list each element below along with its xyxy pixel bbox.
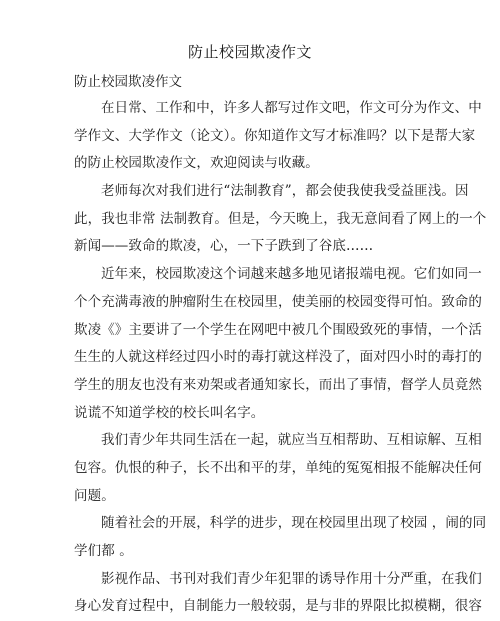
paragraph-line: 新闻——致命的欺凌，心，一下子跌到了谷底……: [74, 238, 374, 255]
paragraph-first-line: 近年来，校园欺凌这个词越来越多地见诸报端电视。它们如同一: [101, 266, 482, 283]
paragraph-line: 问题。: [74, 487, 115, 504]
paragraph-line: 欺凌《》主要讲了一个学生在网吧中被几个围殴致死的事情，一个活: [74, 321, 482, 338]
document-title: 防止校园欺凌作文: [187, 43, 312, 61]
paragraph-first-line: 影视作品、书刊对我们青少年犯罪的诱导作用十分严重，在我们: [101, 570, 482, 587]
document-subtitle: 防止校园欺凌作文: [74, 74, 182, 90]
paragraph-line: 生生的人就这样经过四小时的毒打就这样没了，面对四小时的毒打的: [74, 349, 482, 366]
paragraph-first-line: 随着社会的开展，科学的进步，现在校园里出现了校园 ，闹的同: [101, 515, 487, 532]
paragraph-line: 包容。仇恨的种子，长不出和平的芽，单纯的冤冤相报不能解决任何: [74, 459, 482, 476]
paragraph-first-line: 在日常、工作和中，许多人都写过作文吧，作文可分为作文、中: [101, 100, 482, 116]
paragraph-line: 身心发育过程中，自制能力一般较弱，是与非的界限比拟模糊，很容: [74, 598, 482, 615]
paragraph-line: 的防止校园欺凌作文，欢迎阅读与收藏。: [74, 155, 319, 172]
paragraph-line: 学们都 。: [74, 543, 133, 559]
paragraph-first-line: 老师每次对我们进行“法制教育”，都会使我使我受益匪浅。因: [101, 183, 469, 200]
paragraph-line: 学作文、大学作文（论文）。你知道作文写才标准吗？以下是帮大家: [74, 127, 476, 144]
paragraph-line: 说谎不知道学校的校长叫名字。: [74, 404, 265, 421]
paragraph-first-line: 我们青少年共同生活在一起，就应当互相帮助、互相谅解、互相: [101, 432, 482, 449]
paragraph-line: 此，我也非常 法制教育。但是，今天晚上，我无意间看了网上的一个: [74, 210, 487, 227]
document-body: [74, 95, 487, 621]
paragraph-line: 个个充满毒液的肿瘤附生在校园里，使美丽的校园变得可怕。致命的: [74, 293, 482, 310]
paragraph-line: 学生的朋友也没有来劝架或者通知家长，而出了事情，督学人员竟然: [74, 376, 482, 393]
